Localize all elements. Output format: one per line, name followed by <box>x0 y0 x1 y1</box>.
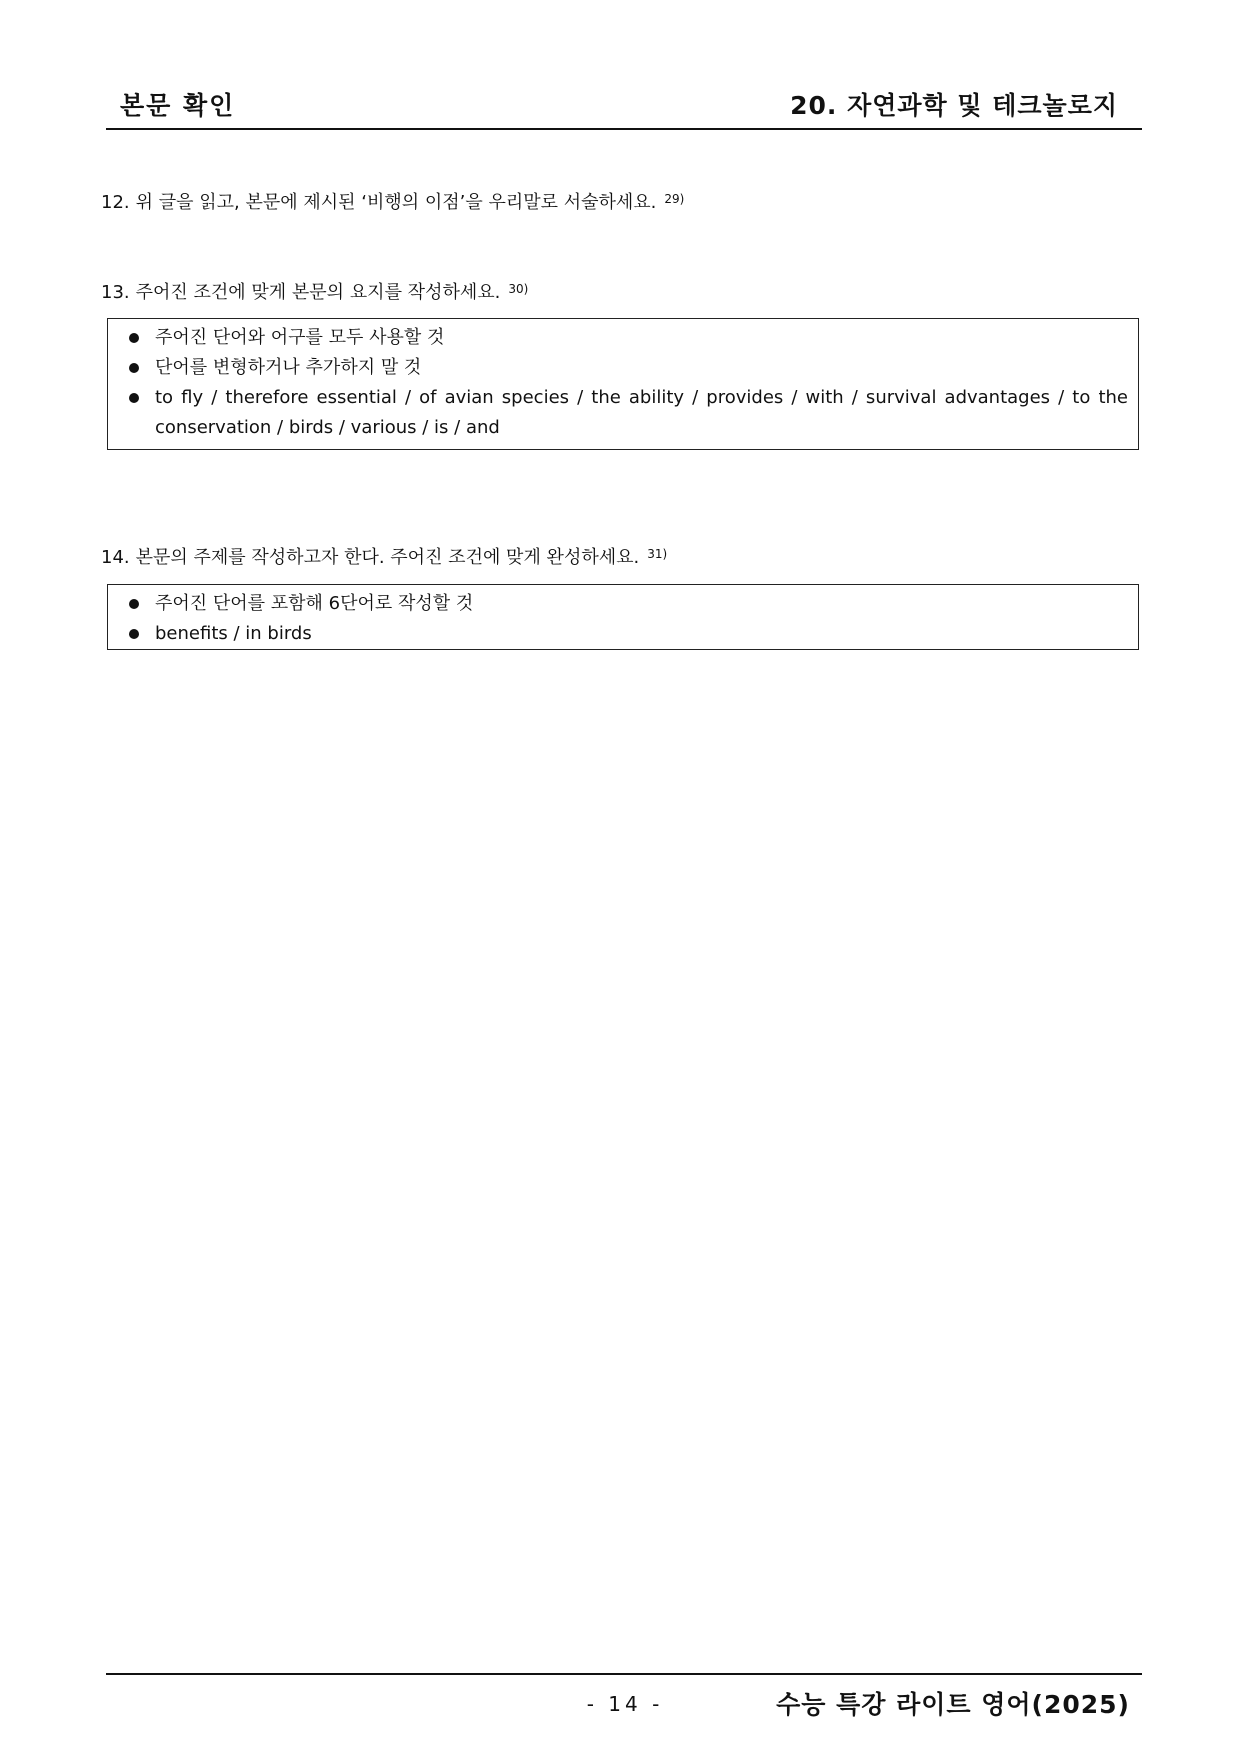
bullet-icon <box>129 333 139 343</box>
question-13 <box>101 278 528 304</box>
question-12 <box>101 188 684 214</box>
question-text: 주어진 조건에 맞게 본문의 요지를 작성하세요. <box>135 282 501 303</box>
bullet-icon <box>129 599 139 609</box>
footnote-marker: 30) <box>508 282 529 296</box>
page-number: - 14 - <box>586 1692 664 1716</box>
bullet-icon <box>129 629 139 639</box>
condition-item <box>118 383 1128 443</box>
chapter-title: 20. 자연과학 및 테크놀로지 <box>790 91 1118 120</box>
condition-item <box>118 619 1128 649</box>
condition-box-13 <box>107 318 1139 450</box>
footnote-marker: 29) <box>664 192 685 206</box>
bullet-icon <box>129 393 139 403</box>
question-text: 위 글을 읽고, 본문에 제시된 ‘비행의 이점’을 우리말로 서술하세요. <box>135 192 657 213</box>
condition-text: 주어진 단어를 포함해 6단어로 작성할 것 <box>155 593 474 614</box>
word-list: benefits / in birds <box>155 623 312 644</box>
question-number: 13. <box>101 282 130 303</box>
condition-item <box>118 353 1128 383</box>
book-title: 수능 특강 라이트 영어(2025) <box>776 1690 1130 1719</box>
question-number: 14. <box>101 547 130 568</box>
footnote-marker: 31) <box>647 547 668 561</box>
word-list: to fly / therefore essential / of avian species / the ability / provides / with / survival advantages / to the conservation / birds / various / is / and <box>155 387 1128 438</box>
condition-text: 주어진 단어와 어구를 모두 사용할 것 <box>155 327 445 348</box>
question-14 <box>101 543 667 569</box>
condition-text: 단어를 변형하거나 추가하지 말 것 <box>155 357 422 378</box>
question-text: 본문의 주제를 작성하고자 한다. 주어진 조건에 맞게 완성하세요. <box>135 547 640 568</box>
footer-divider <box>106 1673 1142 1675</box>
condition-box-14 <box>107 584 1139 650</box>
condition-item <box>118 589 1128 619</box>
question-number: 12. <box>101 192 130 213</box>
section-title: 본문 확인 <box>120 91 236 120</box>
bullet-icon <box>129 363 139 373</box>
condition-item <box>118 323 1128 353</box>
page-header <box>106 80 1142 130</box>
